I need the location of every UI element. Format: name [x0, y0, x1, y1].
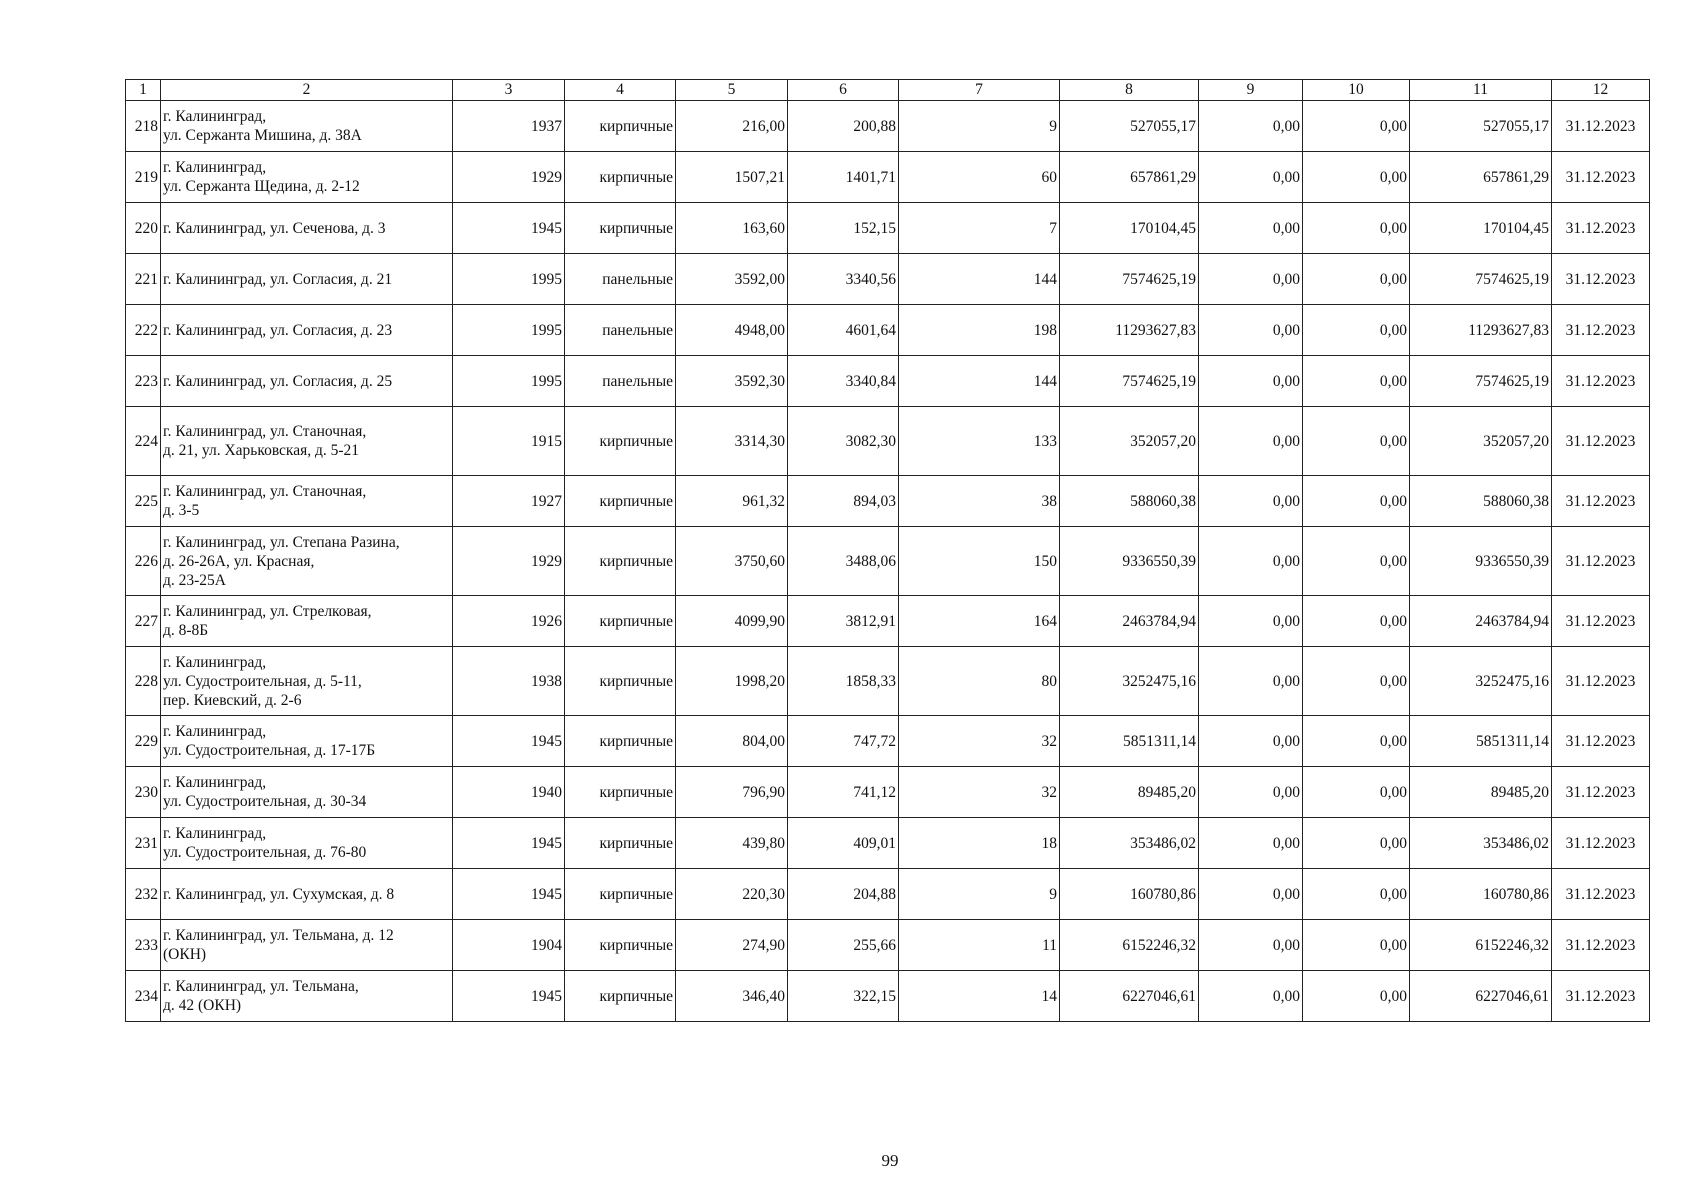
col-header: 1 [126, 80, 161, 101]
total-cost-cell: 11293627,83 [1060, 305, 1199, 356]
row-number-cell: 231 [126, 818, 161, 869]
table-row [126, 152, 1650, 203]
cost-col-9-cell: 0,00 [1199, 407, 1303, 476]
address-cell: г. Калининград, ул. Судостроительная, д. 17-17Б [161, 716, 453, 767]
table-row [126, 596, 1650, 647]
year-built-cell: 1945 [453, 203, 565, 254]
completion-date-cell: 31.12.2023 [1552, 716, 1650, 767]
cost-col-10-cell: 0,00 [1303, 305, 1410, 356]
total-area-cell: 439,80 [676, 818, 788, 869]
table-row [126, 407, 1650, 476]
cost-col-11-cell: 352057,20 [1410, 407, 1552, 476]
residents-count-cell: 18 [899, 818, 1060, 869]
cost-col-10-cell: 0,00 [1303, 203, 1410, 254]
wall-material-cell: кирпичные [565, 818, 676, 869]
table-row [126, 101, 1650, 152]
row-number-cell: 224 [126, 407, 161, 476]
year-built-cell: 1945 [453, 716, 565, 767]
cost-col-9-cell: 0,00 [1199, 254, 1303, 305]
cost-col-9-cell: 0,00 [1199, 527, 1303, 596]
year-built-cell: 1929 [453, 152, 565, 203]
cost-col-11-cell: 170104,45 [1410, 203, 1552, 254]
cost-col-11-cell: 527055,17 [1410, 101, 1552, 152]
total-area-cell: 163,60 [676, 203, 788, 254]
address-cell: г. Калининград, ул. Сержанта Мишина, д. 38А [161, 101, 453, 152]
col-header: 5 [676, 80, 788, 101]
cost-col-10-cell: 0,00 [1303, 356, 1410, 407]
total-area-cell: 274,90 [676, 920, 788, 971]
col-header: 6 [788, 80, 899, 101]
completion-date-cell: 31.12.2023 [1552, 767, 1650, 818]
wall-material-cell: кирпичные [565, 716, 676, 767]
total-cost-cell: 160780,86 [1060, 869, 1199, 920]
address-cell: г. Калининград, ул. Согласия, д. 25 [161, 356, 453, 407]
wall-material-cell: кирпичные [565, 407, 676, 476]
living-area-cell: 1858,33 [788, 647, 899, 716]
address-cell: г. Калининград, ул. Судостроительная, д. 5-11, пер. Киевский, д. 2-6 [161, 647, 453, 716]
table-row [126, 356, 1650, 407]
cost-col-10-cell: 0,00 [1303, 971, 1410, 1022]
cost-col-10-cell: 0,00 [1303, 476, 1410, 527]
table-row [126, 647, 1650, 716]
cost-col-11-cell: 89485,20 [1410, 767, 1552, 818]
row-number-cell: 221 [126, 254, 161, 305]
living-area-cell: 3340,56 [788, 254, 899, 305]
total-area-cell: 1998,20 [676, 647, 788, 716]
row-number-cell: 228 [126, 647, 161, 716]
page-number: 99 [881, 1151, 899, 1170]
residents-count-cell: 144 [899, 254, 1060, 305]
cost-col-11-cell: 160780,86 [1410, 869, 1552, 920]
row-number-cell: 225 [126, 476, 161, 527]
cost-col-9-cell: 0,00 [1199, 971, 1303, 1022]
total-area-cell: 216,00 [676, 101, 788, 152]
table-row [126, 476, 1650, 527]
cost-col-10-cell: 0,00 [1303, 818, 1410, 869]
total-cost-cell: 353486,02 [1060, 818, 1199, 869]
total-cost-cell: 588060,38 [1060, 476, 1199, 527]
cost-col-9-cell: 0,00 [1199, 716, 1303, 767]
cost-col-9-cell: 0,00 [1199, 356, 1303, 407]
residents-count-cell: 11 [899, 920, 1060, 971]
col-header: 2 [161, 80, 453, 101]
living-area-cell: 255,66 [788, 920, 899, 971]
total-cost-cell: 6227046,61 [1060, 971, 1199, 1022]
col-header: 8 [1060, 80, 1199, 101]
residents-count-cell: 133 [899, 407, 1060, 476]
cost-col-9-cell: 0,00 [1199, 818, 1303, 869]
completion-date-cell: 31.12.2023 [1552, 920, 1650, 971]
address-cell: г. Калининград, ул. Стрелковая, д. 8-8Б [161, 596, 453, 647]
row-number-cell: 223 [126, 356, 161, 407]
year-built-cell: 1929 [453, 527, 565, 596]
cost-col-9-cell: 0,00 [1199, 869, 1303, 920]
cost-col-9-cell: 0,00 [1199, 203, 1303, 254]
total-cost-cell: 9336550,39 [1060, 527, 1199, 596]
cost-col-10-cell: 0,00 [1303, 767, 1410, 818]
wall-material-cell: панельные [565, 356, 676, 407]
wall-material-cell: кирпичные [565, 647, 676, 716]
year-built-cell: 1995 [453, 305, 565, 356]
year-built-cell: 1995 [453, 254, 565, 305]
residents-count-cell: 144 [899, 356, 1060, 407]
year-built-cell: 1995 [453, 356, 565, 407]
total-area-cell: 3592,00 [676, 254, 788, 305]
address-cell: г. Калининград, ул. Согласия, д. 23 [161, 305, 453, 356]
cost-col-11-cell: 2463784,94 [1410, 596, 1552, 647]
cost-col-10-cell: 0,00 [1303, 152, 1410, 203]
year-built-cell: 1904 [453, 920, 565, 971]
cost-col-11-cell: 353486,02 [1410, 818, 1552, 869]
residents-count-cell: 9 [899, 101, 1060, 152]
address-cell: г. Калининград, ул. Судостроительная, д. 76-80 [161, 818, 453, 869]
completion-date-cell: 31.12.2023 [1552, 476, 1650, 527]
residents-count-cell: 150 [899, 527, 1060, 596]
completion-date-cell: 31.12.2023 [1552, 101, 1650, 152]
total-area-cell: 4099,90 [676, 596, 788, 647]
col-header: 12 [1552, 80, 1650, 101]
row-number-cell: 220 [126, 203, 161, 254]
row-number-cell: 218 [126, 101, 161, 152]
living-area-cell: 204,88 [788, 869, 899, 920]
cost-col-9-cell: 0,00 [1199, 767, 1303, 818]
address-cell: г. Калининград, ул. Сухумская, д. 8 [161, 869, 453, 920]
cost-col-9-cell: 0,00 [1199, 101, 1303, 152]
table-row [126, 869, 1650, 920]
cost-col-11-cell: 5851311,14 [1410, 716, 1552, 767]
total-cost-cell: 657861,29 [1060, 152, 1199, 203]
address-cell: г. Калининград, ул. Сеченова, д. 3 [161, 203, 453, 254]
cost-col-10-cell: 0,00 [1303, 596, 1410, 647]
year-built-cell: 1945 [453, 971, 565, 1022]
total-area-cell: 961,32 [676, 476, 788, 527]
year-built-cell: 1945 [453, 869, 565, 920]
table-row [126, 818, 1650, 869]
cost-col-9-cell: 0,00 [1199, 647, 1303, 716]
total-cost-cell: 352057,20 [1060, 407, 1199, 476]
address-cell: г. Калининград, ул. Степана Разина, д. 26-26А, ул. Красная, д. 23-25А [161, 527, 453, 596]
completion-date-cell: 31.12.2023 [1552, 818, 1650, 869]
col-header: 4 [565, 80, 676, 101]
table-row [126, 527, 1650, 596]
total-area-cell: 3592,30 [676, 356, 788, 407]
cost-col-9-cell: 0,00 [1199, 152, 1303, 203]
cost-col-11-cell: 11293627,83 [1410, 305, 1552, 356]
total-area-cell: 3750,60 [676, 527, 788, 596]
residents-count-cell: 32 [899, 716, 1060, 767]
residents-count-cell: 32 [899, 767, 1060, 818]
completion-date-cell: 31.12.2023 [1552, 254, 1650, 305]
living-area-cell: 152,15 [788, 203, 899, 254]
table-row [126, 920, 1650, 971]
year-built-cell: 1945 [453, 818, 565, 869]
wall-material-cell: кирпичные [565, 971, 676, 1022]
living-area-cell: 3340,84 [788, 356, 899, 407]
row-number-cell: 227 [126, 596, 161, 647]
residents-count-cell: 198 [899, 305, 1060, 356]
cost-col-11-cell: 7574625,19 [1410, 356, 1552, 407]
row-number-cell: 233 [126, 920, 161, 971]
total-cost-cell: 170104,45 [1060, 203, 1199, 254]
row-number-cell: 229 [126, 716, 161, 767]
cost-col-11-cell: 9336550,39 [1410, 527, 1552, 596]
total-area-cell: 220,30 [676, 869, 788, 920]
cost-col-9-cell: 0,00 [1199, 476, 1303, 527]
residents-count-cell: 80 [899, 647, 1060, 716]
residents-count-cell: 164 [899, 596, 1060, 647]
completion-date-cell: 31.12.2023 [1552, 305, 1650, 356]
living-area-cell: 322,15 [788, 971, 899, 1022]
wall-material-cell: кирпичные [565, 527, 676, 596]
total-cost-cell: 7574625,19 [1060, 254, 1199, 305]
total-area-cell: 3314,30 [676, 407, 788, 476]
wall-material-cell: кирпичные [565, 920, 676, 971]
completion-date-cell: 31.12.2023 [1552, 869, 1650, 920]
cost-col-10-cell: 0,00 [1303, 716, 1410, 767]
year-built-cell: 1926 [453, 596, 565, 647]
cost-col-10-cell: 0,00 [1303, 407, 1410, 476]
cost-col-10-cell: 0,00 [1303, 254, 1410, 305]
living-area-cell: 894,03 [788, 476, 899, 527]
total-cost-cell: 7574625,19 [1060, 356, 1199, 407]
year-built-cell: 1915 [453, 407, 565, 476]
cost-col-10-cell: 0,00 [1303, 647, 1410, 716]
cost-col-10-cell: 0,00 [1303, 101, 1410, 152]
living-area-cell: 747,72 [788, 716, 899, 767]
wall-material-cell: панельные [565, 254, 676, 305]
col-header: 3 [453, 80, 565, 101]
year-built-cell: 1940 [453, 767, 565, 818]
living-area-cell: 409,01 [788, 818, 899, 869]
total-cost-cell: 527055,17 [1060, 101, 1199, 152]
living-area-cell: 741,12 [788, 767, 899, 818]
row-number-cell: 232 [126, 869, 161, 920]
table-row [126, 971, 1650, 1022]
col-header: 7 [899, 80, 1060, 101]
row-number-cell: 234 [126, 971, 161, 1022]
cost-col-11-cell: 3252475,16 [1410, 647, 1552, 716]
total-area-cell: 1507,21 [676, 152, 788, 203]
table-row [126, 305, 1650, 356]
total-cost-cell: 3252475,16 [1060, 647, 1199, 716]
row-number-cell: 226 [126, 527, 161, 596]
row-number-cell: 222 [126, 305, 161, 356]
wall-material-cell: кирпичные [565, 869, 676, 920]
year-built-cell: 1937 [453, 101, 565, 152]
wall-material-cell: кирпичные [565, 152, 676, 203]
completion-date-cell: 31.12.2023 [1552, 356, 1650, 407]
cost-col-10-cell: 0,00 [1303, 920, 1410, 971]
wall-material-cell: кирпичные [565, 101, 676, 152]
wall-material-cell: кирпичные [565, 476, 676, 527]
living-area-cell: 200,88 [788, 101, 899, 152]
total-area-cell: 346,40 [676, 971, 788, 1022]
living-area-cell: 3082,30 [788, 407, 899, 476]
cost-col-10-cell: 0,00 [1303, 869, 1410, 920]
completion-date-cell: 31.12.2023 [1552, 407, 1650, 476]
year-built-cell: 1938 [453, 647, 565, 716]
total-cost-cell: 89485,20 [1060, 767, 1199, 818]
living-area-cell: 1401,71 [788, 152, 899, 203]
completion-date-cell: 31.12.2023 [1552, 527, 1650, 596]
cost-col-11-cell: 657861,29 [1410, 152, 1552, 203]
living-area-cell: 4601,64 [788, 305, 899, 356]
total-area-cell: 804,00 [676, 716, 788, 767]
residents-count-cell: 14 [899, 971, 1060, 1022]
housing-table [125, 79, 1650, 1022]
address-cell: г. Калининград, ул. Сержанта Щедина, д. 2-12 [161, 152, 453, 203]
table-row [126, 203, 1650, 254]
cost-col-11-cell: 6227046,61 [1410, 971, 1552, 1022]
address-cell: г. Калининград, ул. Тельмана, д. 12 (ОКН) [161, 920, 453, 971]
year-built-cell: 1927 [453, 476, 565, 527]
wall-material-cell: кирпичные [565, 596, 676, 647]
address-cell: г. Калининград, ул. Станочная, д. 3-5 [161, 476, 453, 527]
total-cost-cell: 5851311,14 [1060, 716, 1199, 767]
address-cell: г. Калининград, ул. Станочная, д. 21, ул. Харьковская, д. 5-21 [161, 407, 453, 476]
total-cost-cell: 2463784,94 [1060, 596, 1199, 647]
address-cell: г. Калининград, ул. Согласия, д. 21 [161, 254, 453, 305]
row-number-cell: 219 [126, 152, 161, 203]
cost-col-11-cell: 6152246,32 [1410, 920, 1552, 971]
row-number-cell: 230 [126, 767, 161, 818]
address-cell: г. Калининград, ул. Тельмана, д. 42 (ОКН) [161, 971, 453, 1022]
completion-date-cell: 31.12.2023 [1552, 647, 1650, 716]
living-area-cell: 3488,06 [788, 527, 899, 596]
residents-count-cell: 38 [899, 476, 1060, 527]
completion-date-cell: 31.12.2023 [1552, 596, 1650, 647]
column-number-header-row [126, 80, 1650, 101]
completion-date-cell: 31.12.2023 [1552, 203, 1650, 254]
wall-material-cell: кирпичные [565, 203, 676, 254]
table-row [126, 716, 1650, 767]
total-area-cell: 4948,00 [676, 305, 788, 356]
residents-count-cell: 7 [899, 203, 1060, 254]
residents-count-cell: 60 [899, 152, 1060, 203]
cost-col-11-cell: 588060,38 [1410, 476, 1552, 527]
col-header: 9 [1199, 80, 1303, 101]
residents-count-cell: 9 [899, 869, 1060, 920]
table-row [126, 254, 1650, 305]
cost-col-11-cell: 7574625,19 [1410, 254, 1552, 305]
table-row [126, 767, 1650, 818]
wall-material-cell: кирпичные [565, 767, 676, 818]
completion-date-cell: 31.12.2023 [1552, 152, 1650, 203]
total-area-cell: 796,90 [676, 767, 788, 818]
total-cost-cell: 6152246,32 [1060, 920, 1199, 971]
col-header: 11 [1410, 80, 1552, 101]
cost-col-9-cell: 0,00 [1199, 596, 1303, 647]
cost-col-10-cell: 0,00 [1303, 527, 1410, 596]
completion-date-cell: 31.12.2023 [1552, 971, 1650, 1022]
living-area-cell: 3812,91 [788, 596, 899, 647]
address-cell: г. Калининград, ул. Судостроительная, д. 30-34 [161, 767, 453, 818]
wall-material-cell: панельные [565, 305, 676, 356]
col-header: 10 [1303, 80, 1410, 101]
cost-col-9-cell: 0,00 [1199, 305, 1303, 356]
cost-col-9-cell: 0,00 [1199, 920, 1303, 971]
